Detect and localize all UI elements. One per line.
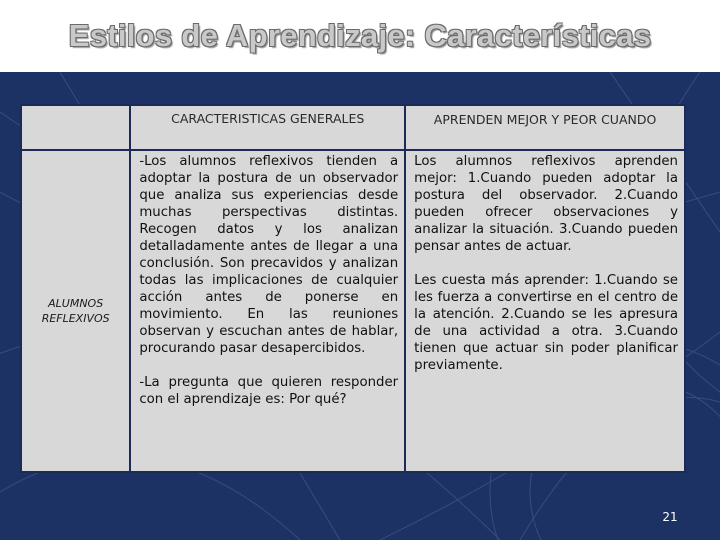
header-cell-learn-best <box>405 105 685 150</box>
learning-styles-table <box>20 104 686 473</box>
learn-worst-paragraph: Les cuesta más aprender: 1.Cuando se les fuerza a convertirse en el centro de la atención. 2.Cuando se les apresura de una actividad a otra. 3.Cuando tienen que actuar sin poder planificar previamente. <box>414 273 678 373</box>
general-characteristics-cell <box>130 150 405 472</box>
learn-best-paragraph: Los alumnos reflexivos aprenden mejor: 1.Cuando pueden adoptar la postura del observador. 2.Cuando pueden ofrecer observaciones y analizar la situación. 3.Cuando pueden pensar antes de actuar. <box>414 154 678 254</box>
table-row-reflexivos <box>21 150 685 472</box>
slide-title: Estilos de Aprendizaje: Características <box>68 18 652 53</box>
title-bar <box>0 0 720 72</box>
header-general-label: CARACTERISTICAS GENERALES <box>171 111 365 126</box>
row-label: ALUMNOS REFLEXIVOS <box>41 297 110 325</box>
table-header-row <box>21 105 685 150</box>
row-label-cell <box>21 150 130 472</box>
general-paragraph-2: -La pregunta que quieren responder con el aprendizaje es: Por qué? <box>139 375 399 407</box>
page-number: 21 <box>662 510 678 524</box>
learn-best-worst-cell <box>405 150 685 472</box>
header-learn-label: APRENDEN MEJOR Y PEOR CUANDO <box>433 112 657 127</box>
header-cell-general <box>130 105 405 150</box>
header-cell-empty <box>21 105 130 150</box>
general-paragraph-1: -Los alumnos reflexivos tienden a adoptar la postura de un observador que analiza sus experiencias desde muchas perspectivas distintas. Recogen datos y los analizan detalladamente antes de llegar a una conclusión. Son precavidos y analizan todas las implicaciones de cualquier acción antes de ponerse en movimiento. En las reuniones observan y escuchan antes de hablar, procurando pasar desapercibidos. <box>139 154 399 356</box>
